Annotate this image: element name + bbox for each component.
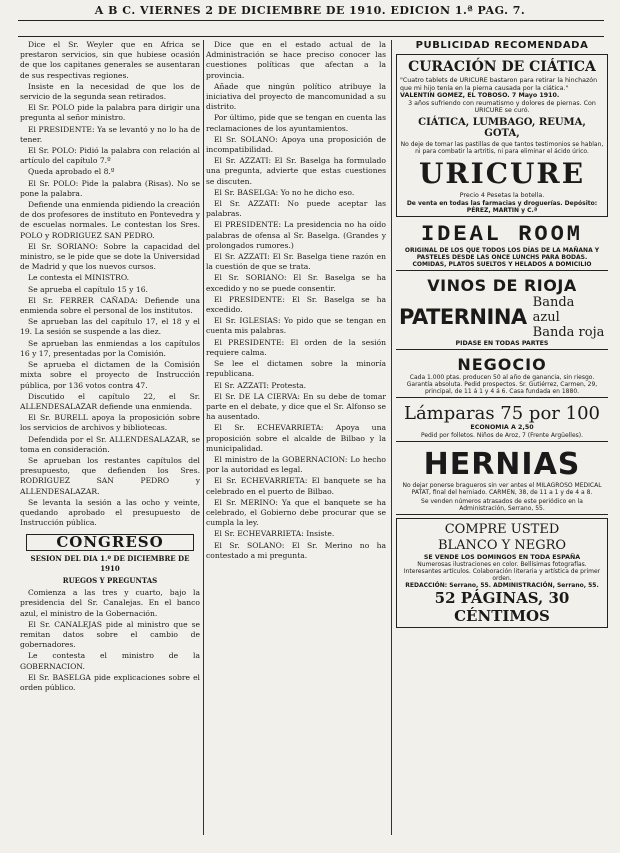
paragraph: El Sr. POLO pide la palabra para dirigir una pregunta al señor ministro. xyxy=(20,103,200,123)
ad-illnesses: CIÁTICA, LUMBAGO, REUMA, GOTA, xyxy=(418,116,586,139)
paragraph: El Sr. ECHEVARRIETA: Apoya una proposición sobre el alcalde de Bilbao y la municipalidad. xyxy=(206,423,386,453)
column-divider xyxy=(203,40,204,835)
ruegos-heading: RUEGOS Y PREGUNTAS xyxy=(62,575,158,585)
paragraph: Se aprueban las del capítulo 17, el 18 y el 19. La sesión se suspende a las diez. xyxy=(20,317,200,337)
ad-text: Numerosas ilustraciones en color. Bellísimas fotografías. Interesantes artículos. Colaboración literaria y artística de primer orden. xyxy=(403,561,601,583)
ad-brand: PATERNINA xyxy=(399,305,527,330)
ad-price: Precio 4 Pesetas la botella. xyxy=(459,191,545,199)
session-heading: SESION DEL DIA 1.º DE DICIEMBRE DE 1910 xyxy=(30,553,190,573)
paragraph: Se aprueba el dictamen de la Comisión mixta sobre el proyecto de Instrucción pública, por 136 votos contra 47. xyxy=(20,360,200,390)
ad-small: No deje de tomar las pastillas de que tantos testimonios se hablan, ni para combatir la artritis, ni para eliminar el ácido úrico. xyxy=(400,140,604,155)
column-divider xyxy=(391,40,392,835)
page-header: A B C. VIERNES 2 DE DICIEMBRE DE 1910. EDICION 1.ª PAG. 7. xyxy=(94,4,526,17)
column-left xyxy=(20,40,200,840)
ad-line-3: SE VENDE LOS DOMINGOS EN TODA ESPAÑA xyxy=(423,553,581,561)
paragraph: El Sr. MERINO: Ya que el banquete se ha celebrado, el Gobierno debe procurar que se cumpla la ley. xyxy=(206,497,386,528)
ad-line-2: BLANCO Y NEGRO xyxy=(437,537,567,553)
ad-text: "Cuatro tablets de URICURE bastaron para retirar la hinchazón que mi hijo tenía en la pierna causada por la ciática." xyxy=(400,77,598,92)
ad-text: Pedid por folletos. Niños de Aroz, 7 (Frente Argüelles). xyxy=(420,431,584,439)
ad-negocio xyxy=(396,353,608,398)
paragraph: El Sr. AZZATI: No puede aceptar las palabras. xyxy=(206,199,386,219)
band-blue: Banda azul xyxy=(532,294,575,325)
paragraph: El Sr. POLO: Pidió la palabra con relación al artículo del capítulo 7.º xyxy=(20,146,200,166)
ad-sub: ECONOMIA A 2,50 xyxy=(470,424,534,432)
paragraph: Defiende una enmienda pidiendo la creación de dos profesores de instituto en Pontevedra y de escuelas normales. Le contestan los Sres. POLO y RODRIGUEZ SAN PEDRO. xyxy=(20,200,200,240)
paragraph: Se aprueba el capítulo 15 y 16. xyxy=(28,284,148,294)
ad-note: 3 años sufriendo con reumatismo y dolores de piernas. Con URICURE se curó. xyxy=(408,99,596,115)
paragraph: Le contesta el ministro de la GOBERNACION. xyxy=(20,651,200,671)
paragraph: El Sr. AZZATI: El Sr. Baselga ha formulado una pregunta, advierte que estas cuestiones se discuten. xyxy=(206,156,386,186)
paragraph: Se aprueban las enmiendas a los capítulos 16 y 17, presentadas por la Comisión. xyxy=(20,338,200,358)
paragraph: Dice el Sr. Weyler que en Africa se prestaron servicios, sin que hubiese ocasión de que los capitanes generales se ausentaran de sus respectivas regiones. xyxy=(20,40,200,80)
ad-brand: URICURE xyxy=(418,156,586,190)
publicidad-heading: PUBLICIDAD RECOMENDADA xyxy=(415,40,589,51)
paragraph: Insiste en la necesidad de que los de servicio de la segunda sean retirados. xyxy=(20,81,200,102)
paragraph: El Sr. AZZATI: Protesta. xyxy=(214,380,307,390)
paragraph: El PRESIDENTE: El Sr. Baselga se ha excedido. xyxy=(206,294,386,315)
ad-title: NEGOCIO xyxy=(457,355,547,375)
ad-brand: IDEAL ROOM xyxy=(420,221,584,247)
paragraph: El Sr. SORIANO: El Sr. Baselga se ha excedido y no se puede consentir. xyxy=(206,273,386,293)
paragraph: Se lee el dictamen sobre la minoría republicana. xyxy=(206,359,386,379)
paragraph: El Sr. BASELGA: Yo no he dicho eso. xyxy=(214,187,355,197)
ad-small: REDACCIÓN: Serrano, 55. ADMINISTRACIÓN, Serrano, 55. xyxy=(405,582,599,590)
paragraph: El Sr. FERRER CAÑADA: Defiende una enmienda sobre el personal de los institutos. xyxy=(20,295,200,316)
paragraph: El Sr. POLO: Pide la palabra (Risas). No se pone la palabra. xyxy=(20,178,200,198)
ad-title: Lámparas 75 por 100 xyxy=(404,403,600,425)
paragraph: Añade que ningún político atribuye la iniciativa del proyecto de mancomunidad a su distrito. xyxy=(206,81,386,112)
ad-blanco-y-negro xyxy=(396,518,608,629)
paragraph: Dice que en el estado actual de la Administración se hace preciso conocer las cuestiones políticas que afectan a la provincia. xyxy=(206,40,386,80)
ad-signature: VALENTIN GOMEZ, EL TOBOSO. 7 Mayo 1910. xyxy=(400,92,560,100)
paragraph: Se levanta la sesión a las ocho y veinte, quedando aprobado el presupuesto de Instrucción pública. xyxy=(20,497,200,528)
paragraph: Le contesta el MINISTRO. xyxy=(28,273,130,283)
ad-uricure xyxy=(396,54,608,217)
header-rule-lower xyxy=(18,36,604,37)
paragraph: El Sr. BASELGA pide explicaciones sobre el orden público. xyxy=(20,672,200,692)
paragraph: Comienza a las tres y cuarto, bajo la presidencia del Sr. Canalejas. En el banco azul, el ministro de la Gobernación. xyxy=(20,588,200,618)
ad-text: Cada 1.000 ptas. producen 50 al año de ganancia, sin riesgo. Garantía absoluta. Pedid prospectos. Sr. Gutiérrez, Carmen, 29, principal, de 11 á 1 y 4 á 6. Casa fundada en 1880. xyxy=(406,374,598,396)
paragraph: Queda aprobado el 8.º xyxy=(28,167,115,177)
paragraph: El Sr. AZZATI: El Sr. Baselga tiene razón en la cuestión de que se trata. xyxy=(206,252,386,272)
paragraph: El ministro de la GOBERNACION: Lo hecho por la autoridad es legal. xyxy=(206,454,386,475)
ad-title: VINOS DE RIOJA xyxy=(427,275,577,295)
paragraph: Defendida por el Sr. ALLENDESALAZAR, se toma en consideración. xyxy=(20,434,200,454)
paragraph: El PRESIDENTE: Ya se levantó y no lo ha de tener. xyxy=(20,124,200,144)
ad-title: CURACIÓN DE CIÁTICA xyxy=(408,59,596,75)
ad-ideal-room xyxy=(396,220,608,271)
column-ads xyxy=(396,40,608,631)
ad-line-1: COMPRE USTED xyxy=(444,521,560,537)
paragraph: El Sr. SORIANO: Sobre la capacidad del ministro, se le pide que se dote la Universidad de Madrid y que los nuevos cursos. xyxy=(20,241,200,272)
band-red: Banda roja xyxy=(532,324,605,340)
paragraph: El Sr. CANALEJAS pide al ministro que se remitan datos sobre el cambio de gobernadores. xyxy=(20,619,200,650)
paragraph: El Sr. DE LA CIERVA: En su debe de tomar parte en el debate, y dice que el Sr. Alfonso se ha ausentado. xyxy=(206,391,386,422)
paragraph: Discutido el capítulo 22, el Sr. ALLENDESALAZAR defiende una enmienda. xyxy=(20,391,200,411)
paragraph: El PRESIDENTE: El orden de la sesión requiere calma. xyxy=(206,337,386,357)
ad-note: Se venden números atrasados de este periódico en la Administración, Serrano, 55. xyxy=(421,497,583,512)
paragraph: El Sr. SOLANO: Apoya una proposición de incompatibilidad. xyxy=(206,134,386,155)
ad-hernias xyxy=(396,445,608,515)
ad-paternina xyxy=(396,274,608,351)
paragraph: El PRESIDENTE: La presidencia no ha oído palabras de ofensa al Sr. Baselga. (Grandes y prolongados rumores.) xyxy=(206,220,386,250)
ad-foot: De venta en todas las farmacias y droguerías. Depósito: PÉREZ, MARTIN y C.ª xyxy=(406,199,598,214)
paragraph: El Sr. BURELL apoya la proposición sobre los servicios de archivos y bibliotecas. xyxy=(20,413,200,433)
paragraph: Se aprueban los restantes capítulos del presupuesto, que defienden los Sres. RODRIGUEZ SAN PEDRO y ALLENDESALAZAR. xyxy=(20,455,200,496)
ad-bands xyxy=(533,295,605,340)
ad-price: 52 PÁGINAS, 30 CÉNTIMOS xyxy=(434,589,570,626)
paragraph: El Sr. ECHEVARRIETA: El banquete se ha celebrado en el puerto de Bilbao. xyxy=(206,476,386,496)
ad-foot: PIDASE EN TODAS PARTES xyxy=(455,339,549,347)
ad-text: ORIGINAL DE LOS QUE TODOS LOS DÍAS DE LA MAÑANA Y PASTELES DESDE LAS ONCE LUNCHS PARA BODAS. COMIDAS, PLATOS SUELTOS Y HELADOS A DOMICILIO xyxy=(404,246,600,268)
paragraph: El Sr. IGLESIAS: Yo pido que se tengan en cuenta mis palabras. xyxy=(206,316,386,336)
ad-brand-row xyxy=(399,295,605,340)
paragraph: El Sr. ECHEVARRIETA: Insiste. xyxy=(214,529,335,539)
header-rule xyxy=(18,20,604,21)
paragraph: El Sr. SOLANO: El Sr. Merino no ha contestado a mi pregunta. xyxy=(206,540,386,560)
column-middle xyxy=(206,40,386,840)
ad-text: No dejar ponerse bragueros sin ver antes el MILAGROSO MEDICAL PATAT, final del herniado. CARMEN, 38, de 11 a 1 y de 4 a 8. xyxy=(402,481,602,496)
congreso-heading: CONGRESO xyxy=(26,534,194,550)
paragraph: Por último, pide que se tengan en cuenta las reclamaciones de los ayuntamientos. xyxy=(206,113,386,133)
ad-lamparas xyxy=(396,401,608,442)
ad-title: HERNIAS xyxy=(423,446,581,482)
